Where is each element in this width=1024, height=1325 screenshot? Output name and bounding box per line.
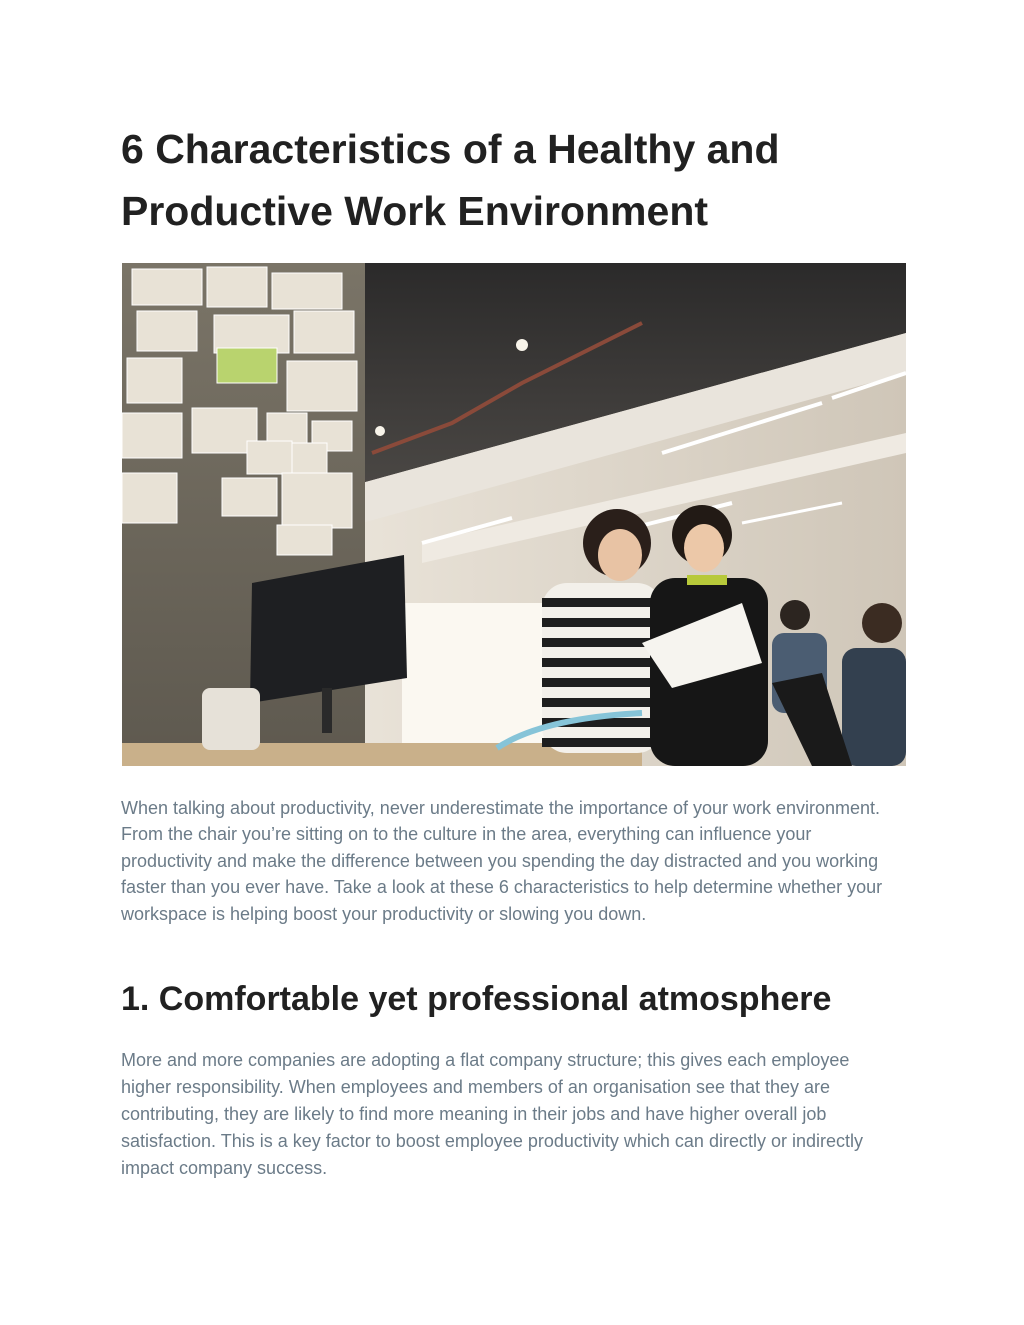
section-body: More and more companies are adopting a flat company structure; this gives each employee higher responsibility. When employees and members of an organisation see that they are contributing, they are likely to find more meaning in their jobs and have higher overall job satisfaction. This is a key factor to boost employee productivity which can directly or indirectly impact company success. — [121, 1050, 863, 1178]
article-title: 6 Characteristics of a Healthy and Productive Work Environment — [121, 126, 780, 234]
office-photo — [122, 263, 906, 766]
section-heading: 1. Comfortable yet professional atmosphere — [121, 980, 832, 1018]
intro-paragraph: When talking about productivity, never underestimate the importance of your work environment. From the chair you’re sitting on to the culture in the area, everything can influence your productivity and make the difference between you spending the day distracted and you working faster than you ever have. Take a look at these 6 characteristics to help determine whether your workspace is helping boost your productivity or slowing you down. — [121, 798, 883, 924]
